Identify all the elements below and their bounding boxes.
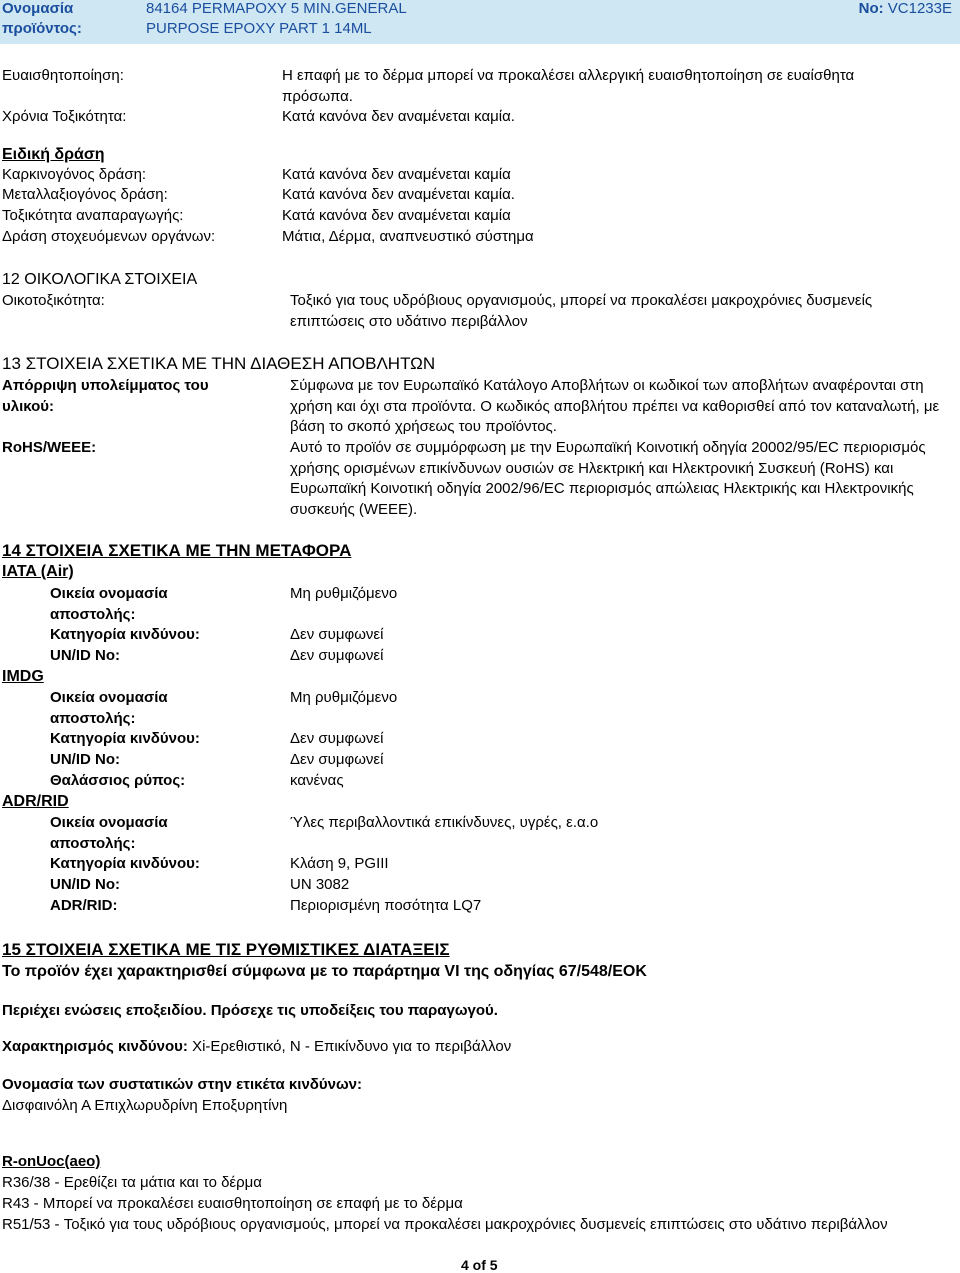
hazard-characterization (2, 1037, 511, 1058)
product-name-label-line1: Ονομασία (2, 0, 74, 17)
carcinogenic-value: Κατά κανόνα δεν αναμένεται καμία (282, 166, 511, 183)
imdg-hazard-label: Κατηγορία κινδύνου: (50, 730, 200, 747)
specific-effects-heading: Ειδική δράση (2, 146, 105, 163)
rohs-value: Αυτό το προϊόν σε συμμόρφωση με την Ευρωπαϊκή Κοινοτική οδηγία 20002/95/EC περιορισμός χρήσης ορισμένων επικίνδυνων ουσιών σε Ηλεκτρική και Ηλεκτρονική Συσκευή (RoHS) και Ευρωπαϊκή Κοινοτική οδηγία 2002/96/EC περιορισμός απώλειας Ηλεκτρικής και Ηλεκτρονικής συσκευής (WEEE). (290, 439, 926, 518)
mutagenic-value: Κατά κανόνα δεν αναμένεται καμία. (282, 186, 515, 203)
section-14-heading: 14 ΣΤΟΙΧΕΙΑ ΣΧΕΤΙΚΑ ΜΕ ΤΗΝ ΜΕΤΑΦΟΡΑ (2, 541, 352, 560)
adr-rid-label: ADR/RID: (50, 897, 118, 914)
classification-statement: Το προϊόν έχει χαρακτηρισθεί σύμφωνα με το παράρτημα VI της οδηγίας 67/548/ΕΟΚ (2, 963, 647, 980)
rohs-label: RoHS/WEEE: (2, 439, 97, 456)
r-phrase-3: R51/53 - Τοξικό για τους υδρόβιους οργανισμούς, μπορεί να προκαλέσει μακροχρόνιες δυσμενείς επιπτώσεις στο υδάτινο περιβάλλον (2, 1216, 888, 1233)
disposal-value: Σύμφωνα με τον Ευρωπαϊκό Κατάλογο Αποβλήτων οι κωδικοί των αποβλήτων αναφέρονται στη χρήση και όχι στα προϊόντα. Ο κωδικός αποβλήτου πρέπει να καθορισθεί από τον καταναλωτή, με βάση το σκοπό χρήσεως του προϊόντος. (290, 377, 940, 435)
reproductive-label: Τοξικότητα αναπαραγωγής: (2, 207, 184, 224)
label-components-label: Ονομασία των συστατικών στην ετικέτα κινδύνων: (2, 1076, 362, 1093)
iata-unid-value: Δεν συμφωνεί (290, 647, 384, 664)
iata-heading: IATA (Air) (2, 563, 74, 580)
document-header (0, 0, 960, 44)
iata-hazard-label: Κατηγορία κινδύνου: (50, 626, 200, 643)
hazard-characterization-label: Χαρακτηρισμός κινδύνου: (2, 1038, 188, 1055)
iata-shipping-label: Οικεία ονομασία αποστολής: (50, 585, 168, 623)
ecotoxicity-label: Οικοτοξικότητα: (2, 292, 105, 309)
product-name (146, 0, 646, 39)
imdg-marine-pollutant-label: Θαλάσσιος ρύπος: (50, 772, 186, 789)
mutagenic-label: Μεταλλαξιογόνος δράση: (2, 186, 168, 203)
contains-epoxy-statement: Περιέχει ενώσεις εποξειδίου. Πρόσεχε τις υποδείξεις του παραγωγού. (2, 1002, 498, 1019)
product-name-label (2, 0, 122, 39)
document-number-value: VC1233E (887, 0, 952, 17)
imdg-unid-value: Δεν συμφωνεί (290, 751, 384, 768)
product-name-line1: 84164 PERMAPOXY 5 MIN.GENERAL (146, 0, 407, 17)
r-phrases-heading: R-onUoc(aeo) (2, 1153, 101, 1170)
hazard-characterization-value: Xi-Ερεθιστικό, N - Επικίνδυνο για το περιβάλλον (187, 1038, 512, 1055)
adr-shipping-value: Ύλες περιβαλλοντικά επικίνδυνες, υγρές, ε.α.ο (290, 814, 599, 831)
target-organ-value: Μάτια, Δέρμα, αναπνευστικό σύστημα (282, 228, 534, 245)
r-phrase-2: R43 - Μπορεί να προκαλέσει ευαισθητοποίηση σε επαφή με το δέρμα (2, 1195, 463, 1212)
ecotoxicity-value: Τοξικό για τους υδρόβιους οργανισμούς, μπορεί να προκαλέσει μακροχρόνιες δυσμενείς επιπτώσεις στο υδάτινο περιβάλλον (290, 292, 873, 330)
imdg-shipping-value: Μη ρυθμιζόμενο (290, 689, 398, 706)
iata-unid-label: UN/ID No: (50, 647, 120, 664)
adr-heading: ADR/RID (2, 793, 69, 810)
adr-unid-value: UN 3082 (290, 876, 350, 893)
adr-rid-value: Περιορισμένη ποσότητα LQ7 (290, 897, 482, 914)
adr-hazard-label: Κατηγορία κινδύνου: (50, 855, 200, 872)
section-13-heading: 13 ΣΤΟΙΧΕΙΑ ΣΧΕΤΙΚΑ ΜΕ ΤΗΝ ΔΙΑΘΕΣΗ ΑΠΟΒΛΗΤΩΝ (2, 354, 436, 373)
adr-shipping-label: Οικεία ονομασία αποστολής: (50, 814, 168, 852)
chronic-toxicity-value: Κατά κανόνα δεν αναμένεται καμία. (282, 108, 515, 125)
label-components-value: Δισφαινόλη Α Επιχλωρυδρίνη Εποξυρητίνη (2, 1097, 288, 1114)
r-phrase-1: R36/38 - Ερεθίζει τα μάτια και το δέρμα (2, 1174, 262, 1191)
imdg-unid-label: UN/ID No: (50, 751, 120, 768)
product-name-line2: PURPOSE EPOXY PART 1 14ML (146, 20, 372, 37)
product-name-label-line2: προϊόντος: (2, 20, 82, 37)
reproductive-value: Κατά κανόνα δεν αναμένεται καμία (282, 207, 511, 224)
iata-shipping-value: Μη ρυθμιζόμενο (290, 585, 398, 602)
sensitization-value: Η επαφή με το δέρμα μπορεί να προκαλέσει αλλεργική ευαισθητοποίηση σε ευαίσθητα πρόσωπα. (282, 67, 855, 105)
target-organ-label: Δράση στοχευόμενων οργάνων: (2, 228, 216, 245)
page-number: 4 of 5 (461, 1257, 498, 1273)
adr-hazard-value: Κλάση 9, PGIII (290, 855, 389, 872)
imdg-hazard-value: Δεν συμφωνεί (290, 730, 384, 747)
disposal-label: Απόρριψη υπολείμματος του υλικού: (2, 377, 209, 415)
document-number (859, 0, 952, 19)
section-12-heading: 12 ΟΙΚΟΛΟΓΙΚΑ ΣΤΟΙΧΕΙΑ (2, 271, 198, 288)
section-15-heading: 15 ΣΤΟΙΧΕΙΑ ΣΧΕΤΙΚΑ ΜΕ ΤΙΣ ΡΥΘΜΙΣΤΙΚΕΣ ΔΙΑΤΑΞΕΙΣ (2, 940, 450, 959)
iata-hazard-value: Δεν συμφωνεί (290, 626, 384, 643)
sensitization-label: Ευαισθητοποίηση: (2, 67, 124, 84)
imdg-heading: IMDG (2, 668, 44, 685)
imdg-marine-pollutant-value: κανένας (290, 772, 344, 789)
adr-unid-label: UN/ID No: (50, 876, 120, 893)
document-number-label: No: (858, 0, 884, 17)
chronic-toxicity-label: Χρόνια Τοξικότητα: (2, 108, 127, 125)
carcinogenic-label: Καρκινογόνος δράση: (2, 166, 147, 183)
imdg-shipping-label: Οικεία ονομασία αποστολής: (50, 689, 168, 727)
